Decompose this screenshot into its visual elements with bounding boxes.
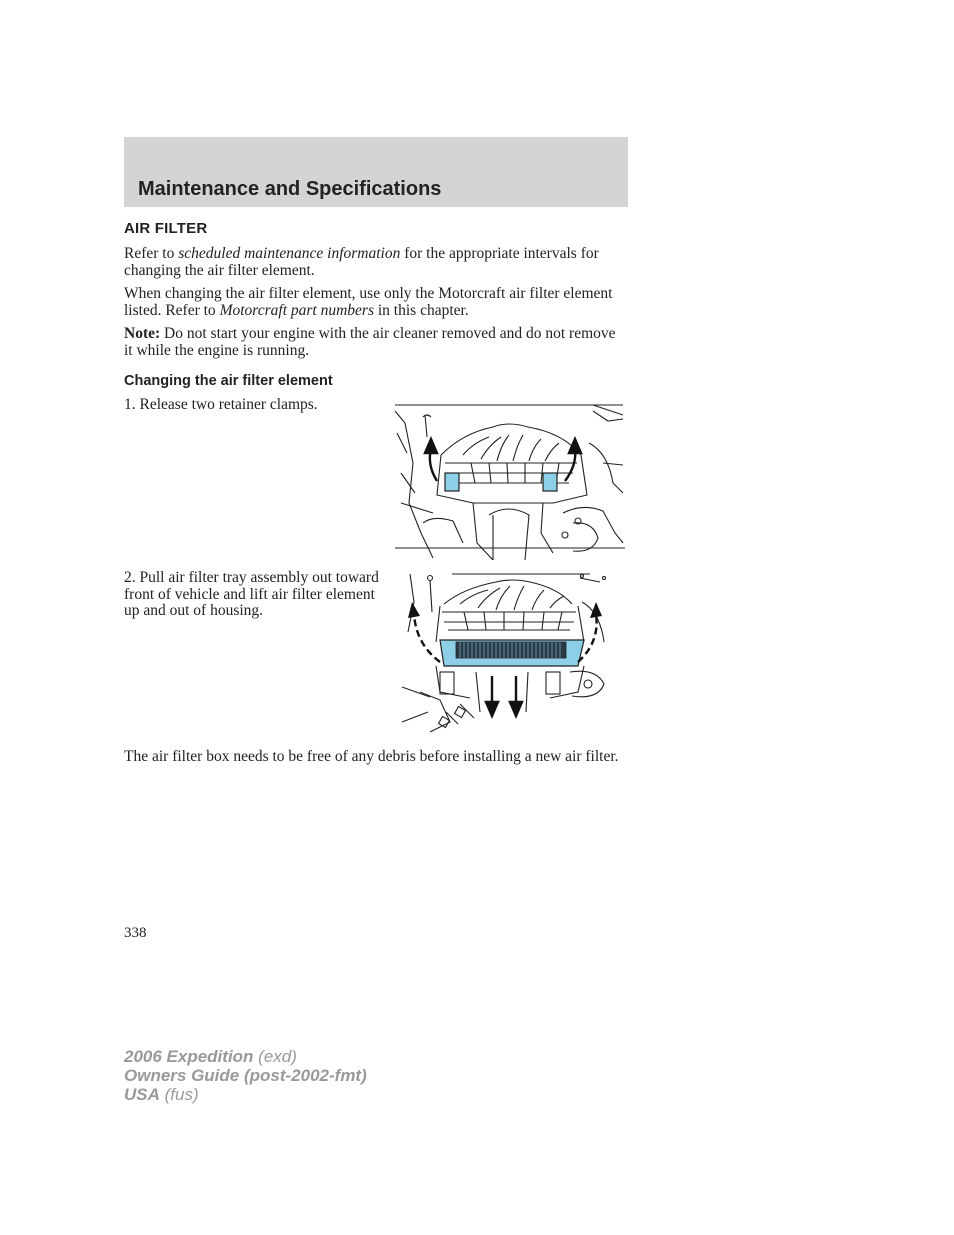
footer-market: USA: [124, 1085, 160, 1104]
filter-removal-illustration: [400, 572, 610, 734]
part-numbers-reference: Motorcraft part numbers: [219, 301, 374, 319]
schedule-reference: scheduled maintenance information: [178, 245, 401, 262]
footer-line-2: [124, 1066, 367, 1085]
footer-model: 2006 Expedition: [124, 1047, 254, 1066]
paragraph-motorcraft: [124, 286, 624, 319]
text: When changing the air filter element, use only the Motorcraft air filter element listed. Refer to: [124, 285, 613, 319]
subsection-heading: Changing the air filter element: [124, 373, 333, 389]
note-paragraph: [124, 326, 624, 359]
text: Refer to: [124, 245, 179, 262]
footer-line-1: [124, 1047, 367, 1066]
text: in this chapter.: [374, 301, 469, 319]
chapter-header-band: [124, 137, 628, 207]
step-1: 1. Release two retainer clamps.: [124, 396, 318, 413]
footer-line-3: [124, 1085, 367, 1104]
step-2: 2. Pull air filter tray assembly out toward front of vehicle and lift air filter element up and out of housing.: [124, 569, 379, 619]
retainer-clamps-illustration: [393, 403, 625, 560]
note-text: Do not start your engine with the air cleaner removed and do not remove it while the engine is running.: [124, 325, 616, 359]
footer-market-code: (fus): [159, 1085, 199, 1104]
chapter-title: Maintenance and Specifications: [138, 178, 442, 200]
paragraph-schedule: [124, 246, 624, 279]
footer-model-code: (exd): [253, 1047, 297, 1066]
text: for the appropriate intervals for changing the air filter element.: [124, 245, 599, 279]
closing-paragraph: The air filter box needs to be free of any debris before installing a new air filter.: [124, 748, 619, 765]
note-label: Note:: [124, 325, 161, 342]
document-footer: [124, 1047, 367, 1104]
page-number: 338: [124, 925, 147, 941]
footer-guide: Owners Guide (post-2002-fmt): [124, 1066, 367, 1085]
section-heading: AIR FILTER: [124, 220, 208, 237]
